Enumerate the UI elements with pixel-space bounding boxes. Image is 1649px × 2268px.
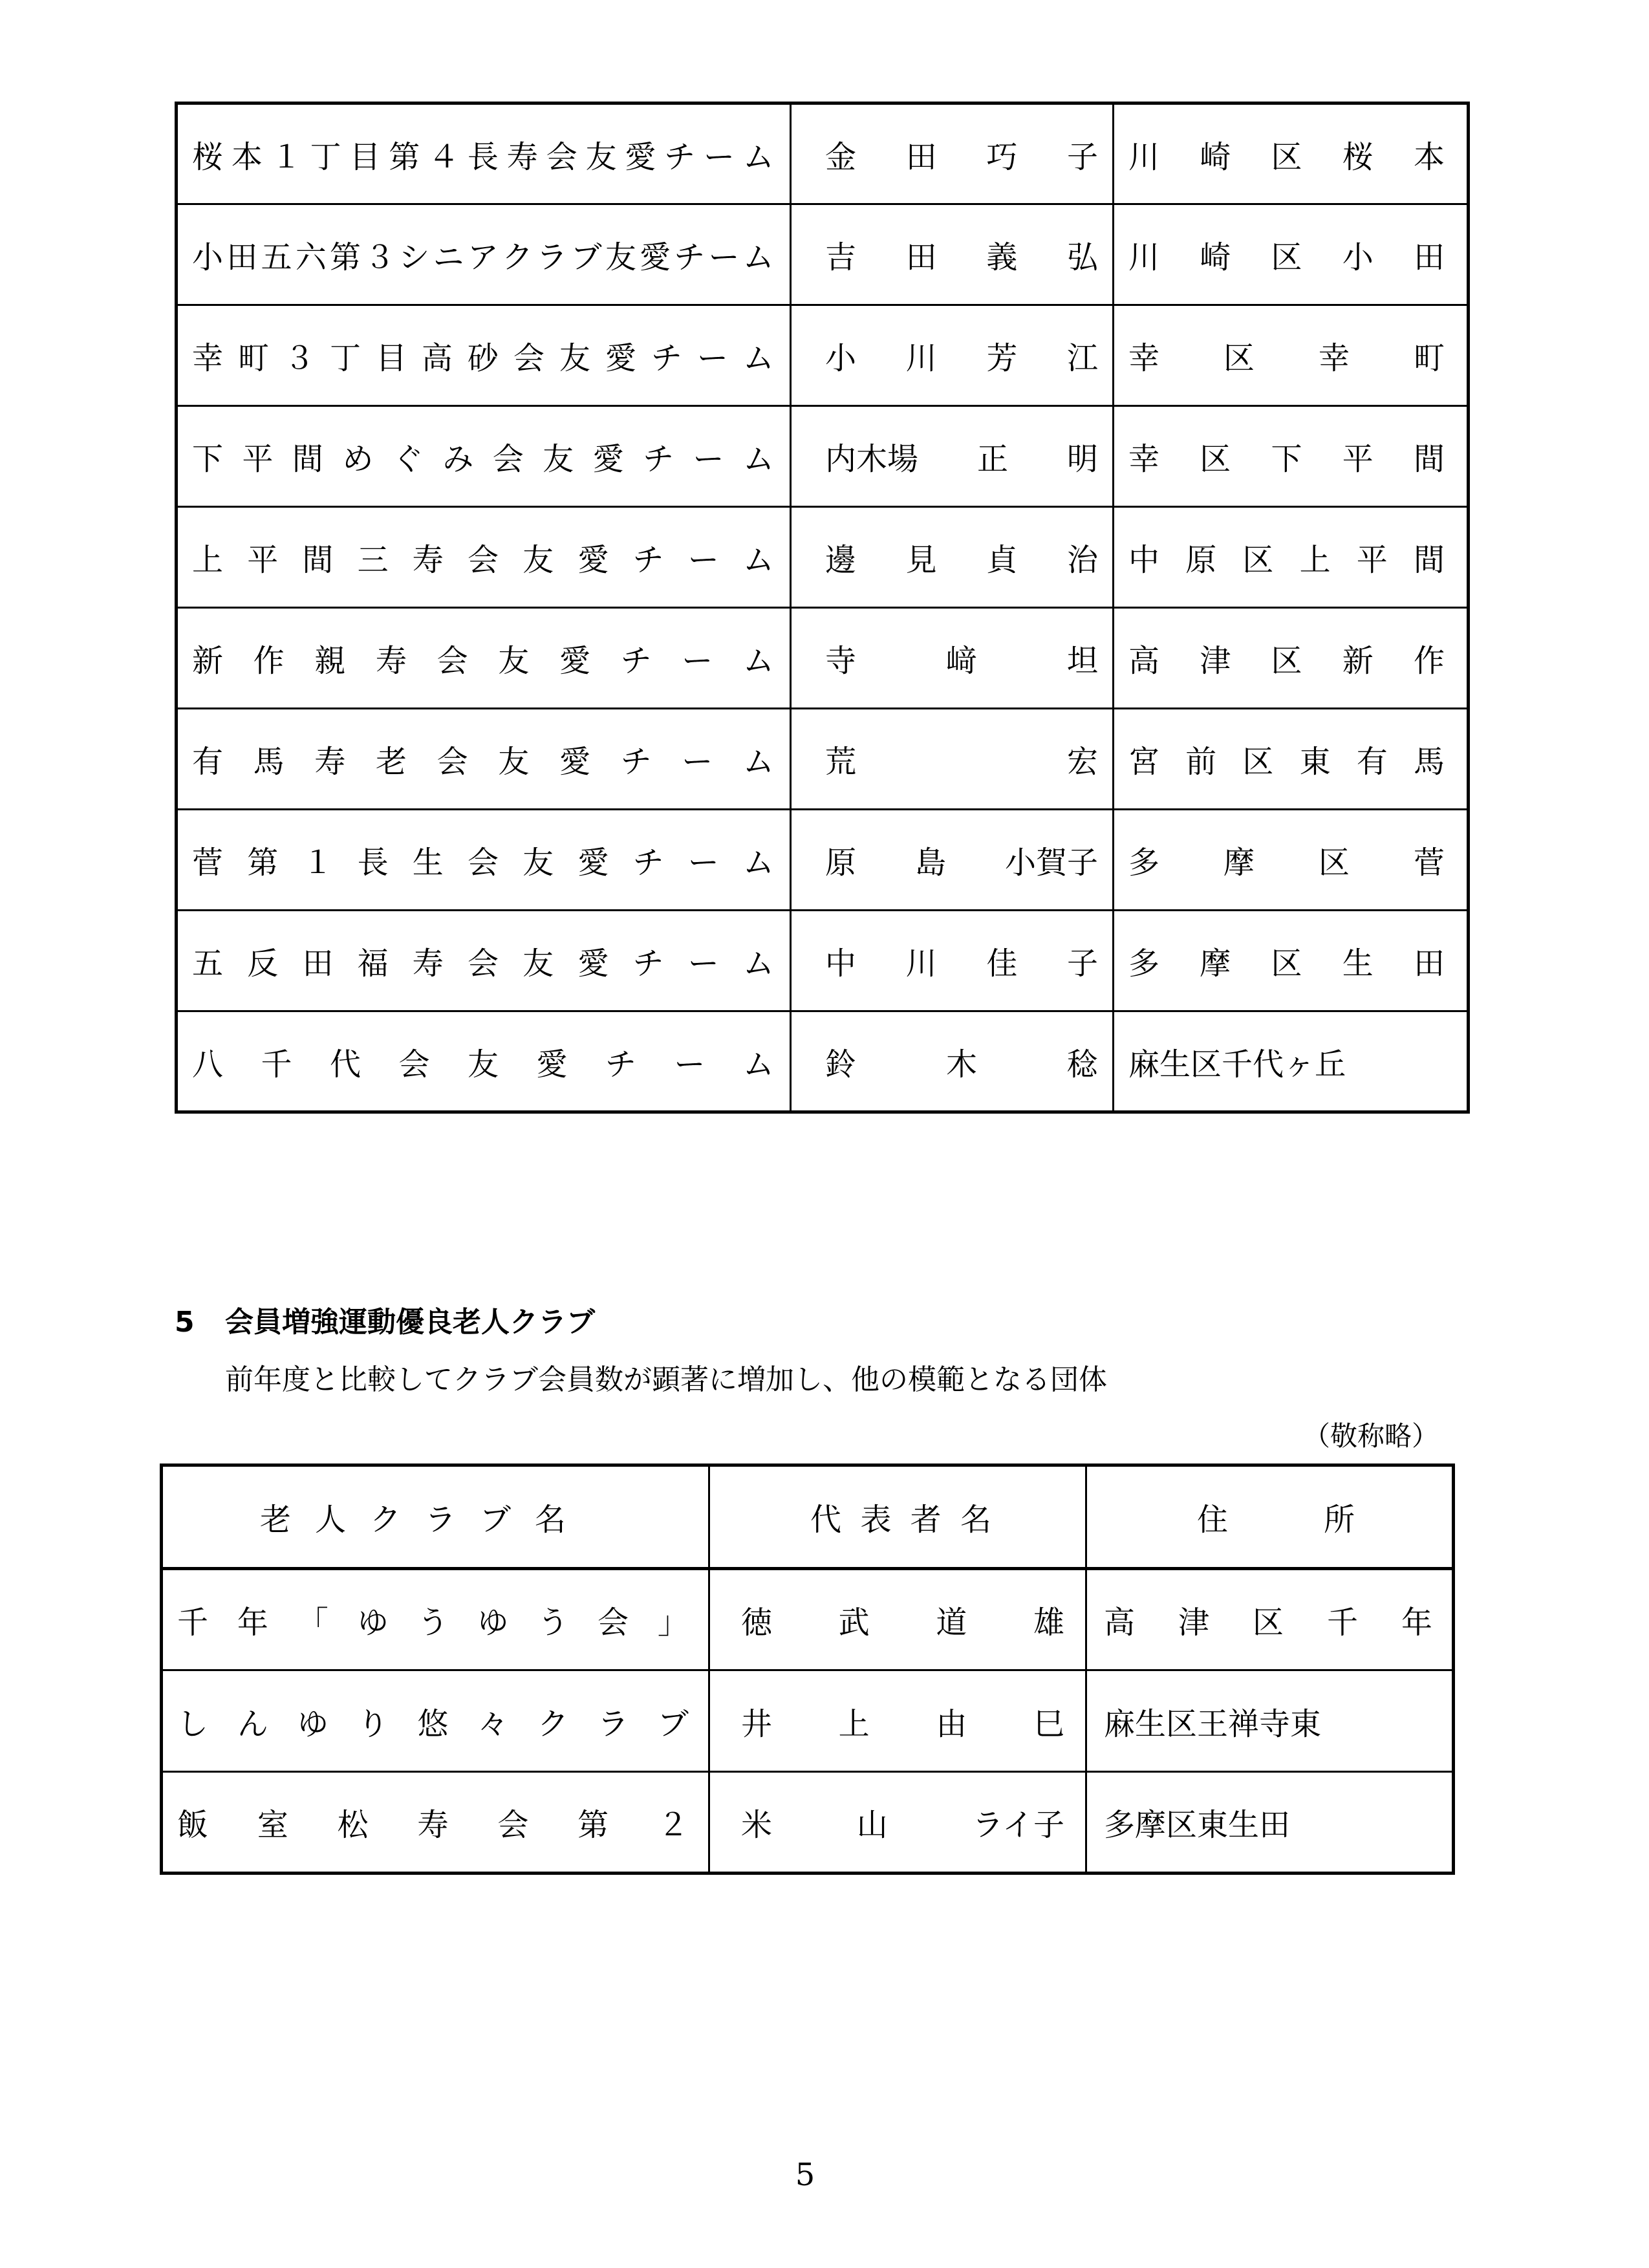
honorific-note: （敬称略） — [1302, 1420, 1439, 1452]
representative-cell-text: 中 川 佳 子 — [825, 945, 1098, 982]
address-cell — [1114, 204, 1469, 305]
address-cell — [1114, 507, 1469, 608]
address-cell-text: 高 津 区 新 作 — [1128, 643, 1445, 679]
section-description: 前年度と比較してクラブ会員数が顕著に増加し、他の模範となる団体 — [225, 1363, 1107, 1396]
address-cell — [1114, 406, 1469, 507]
table-row — [177, 406, 1469, 507]
representative-cell — [791, 709, 1114, 810]
address-cell-text: 宮 前 区 東 有 馬 — [1128, 744, 1445, 780]
representative-cell — [791, 305, 1114, 406]
club-name-cell-text: 五 反 田 福 寿 会 友 愛 チ ー ム — [192, 945, 774, 982]
address-cell — [1114, 709, 1469, 810]
header-address — [1086, 1465, 1454, 1569]
address-cell-text: 幸 区 下 平 間 — [1128, 441, 1445, 477]
table-row — [162, 1772, 1454, 1874]
representative-cell-text: 吉 田 義 弘 — [825, 239, 1098, 275]
representative-cell-text: 徳 武 道 雄 — [741, 1604, 1064, 1641]
club-name-cell — [162, 1772, 709, 1874]
table-row — [177, 810, 1469, 911]
club-name-cell-text: し ん ゆ り 悠 々 ク ラ ブ — [177, 1705, 689, 1742]
club-name-cell-text: 幸 町 ３ 丁 目 高 砂 会 友 愛 チ ー ム — [192, 340, 774, 376]
representative-cell-text: 小 川 芳 江 — [825, 340, 1098, 376]
club-name-cell-text: 千 年 「 ゆ う ゆ う 会 」 — [177, 1604, 689, 1641]
representative-cell — [709, 1772, 1086, 1874]
table-row — [177, 103, 1469, 204]
club-name-cell — [177, 608, 791, 709]
header-representative-text: 代 表 者 名 — [810, 1502, 991, 1538]
representative-cell — [709, 1569, 1086, 1670]
address-cell-text: 川 崎 区 小 田 — [1128, 239, 1445, 275]
club-name-cell — [177, 1011, 791, 1112]
club-name-cell-text: 飯 室 松 寿 会 第 ２ — [177, 1807, 689, 1843]
membership-club-table-body — [162, 1465, 1454, 1874]
representative-cell-text: 荒 宏 — [825, 744, 1098, 780]
representative-cell-text: 鈴 木 稔 — [825, 1046, 1098, 1083]
section-heading — [175, 1299, 595, 1340]
table-row — [177, 1011, 1469, 1112]
club-name-cell-text: 小 田 五 六 第 ３ シ ニ ア ク ラ ブ 友 愛 チ ー ム — [192, 239, 774, 275]
friendship-team-table-body — [177, 103, 1469, 1112]
address-cell-text: 多 摩 区 菅 — [1128, 845, 1445, 881]
address-cell — [1086, 1670, 1454, 1772]
section-number: 5 — [175, 1306, 195, 1339]
club-name-cell — [177, 103, 791, 204]
club-name-cell-text: 菅 第 １ 長 生 会 友 愛 チ ー ム — [192, 845, 774, 881]
address-cell-text: 川 崎 区 桜 本 — [1128, 138, 1445, 175]
friendship-team-table — [175, 102, 1470, 1114]
address-cell — [1114, 305, 1469, 406]
representative-cell — [791, 608, 1114, 709]
club-name-cell-text: 八 千 代 会 友 愛 チ ー ム — [192, 1046, 774, 1083]
club-name-cell — [177, 810, 791, 911]
address-cell — [1114, 810, 1469, 911]
representative-cell-text: 井 上 由 巳 — [741, 1705, 1064, 1742]
representative-cell — [791, 911, 1114, 1011]
address-cell — [1114, 911, 1469, 1011]
address-cell-text: 麻生区千代ヶ丘 — [1128, 1046, 1346, 1083]
header-club-name — [162, 1465, 709, 1569]
club-name-cell-text: 桜 本 １ 丁 目 第 ４ 長 寿 会 友 愛 チ ー ム — [192, 138, 774, 175]
representative-cell — [791, 406, 1114, 507]
club-name-cell — [177, 305, 791, 406]
table-row — [177, 305, 1469, 406]
representative-cell — [791, 507, 1114, 608]
club-name-cell-text: 有 馬 寿 老 会 友 愛 チ ー ム — [192, 744, 774, 780]
club-name-cell — [177, 709, 791, 810]
representative-cell-text: 内木場 正 明 — [825, 441, 1098, 477]
representative-cell-text: 金 田 巧 子 — [825, 138, 1098, 175]
club-name-cell — [177, 507, 791, 608]
representative-cell-text: 原 島 小賀子 — [825, 845, 1098, 881]
club-name-cell — [177, 911, 791, 1011]
club-name-cell — [162, 1569, 709, 1670]
page-number: 5 — [795, 2157, 815, 2193]
address-cell — [1086, 1772, 1454, 1874]
address-cell-text: 多摩区東生田 — [1104, 1807, 1291, 1843]
address-cell-text: 幸 区 幸 町 — [1128, 340, 1445, 376]
address-cell-text: 高 津 区 千 年 — [1104, 1604, 1432, 1641]
membership-club-table — [160, 1463, 1455, 1875]
representative-cell-text: 米 山 ライ子 — [741, 1807, 1064, 1843]
representative-cell-text: 邊 見 貞 治 — [825, 542, 1098, 578]
table-row — [177, 709, 1469, 810]
table-row — [177, 911, 1469, 1011]
table-row — [162, 1670, 1454, 1772]
section-title: 会員増強運動優良老人クラブ — [225, 1306, 595, 1339]
representative-cell-text: 寺 﨑 坦 — [825, 643, 1098, 679]
table-row — [162, 1569, 1454, 1670]
representative-cell — [791, 1011, 1114, 1112]
table-header-row — [162, 1465, 1454, 1569]
club-name-cell-text: 下 平 間 め ぐ み 会 友 愛 チ ー ム — [192, 441, 774, 477]
club-name-cell-text: 新 作 親 寿 会 友 愛 チ ー ム — [192, 643, 774, 679]
address-cell-text: 中 原 区 上 平 間 — [1128, 542, 1445, 578]
representative-cell — [791, 204, 1114, 305]
address-cell — [1086, 1569, 1454, 1670]
address-cell — [1114, 608, 1469, 709]
address-cell-text: 多 摩 区 生 田 — [1128, 945, 1445, 982]
club-name-cell-text: 上 平 間 三 寿 会 友 愛 チ ー ム — [192, 542, 774, 578]
table-row — [177, 608, 1469, 709]
address-cell — [1114, 103, 1469, 204]
club-name-cell — [177, 204, 791, 305]
address-cell-text: 麻生区王禅寺東 — [1104, 1705, 1322, 1742]
table-row — [177, 507, 1469, 608]
header-representative — [709, 1465, 1086, 1569]
representative-cell — [791, 103, 1114, 204]
representative-cell — [791, 810, 1114, 911]
address-cell — [1114, 1011, 1469, 1112]
table-row — [177, 204, 1469, 305]
club-name-cell — [177, 406, 791, 507]
header-address-text: 住 所 — [1197, 1502, 1355, 1538]
club-name-cell — [162, 1670, 709, 1772]
header-club-name-text: 老 人 ク ラ ブ 名 — [260, 1502, 566, 1538]
representative-cell — [709, 1670, 1086, 1772]
